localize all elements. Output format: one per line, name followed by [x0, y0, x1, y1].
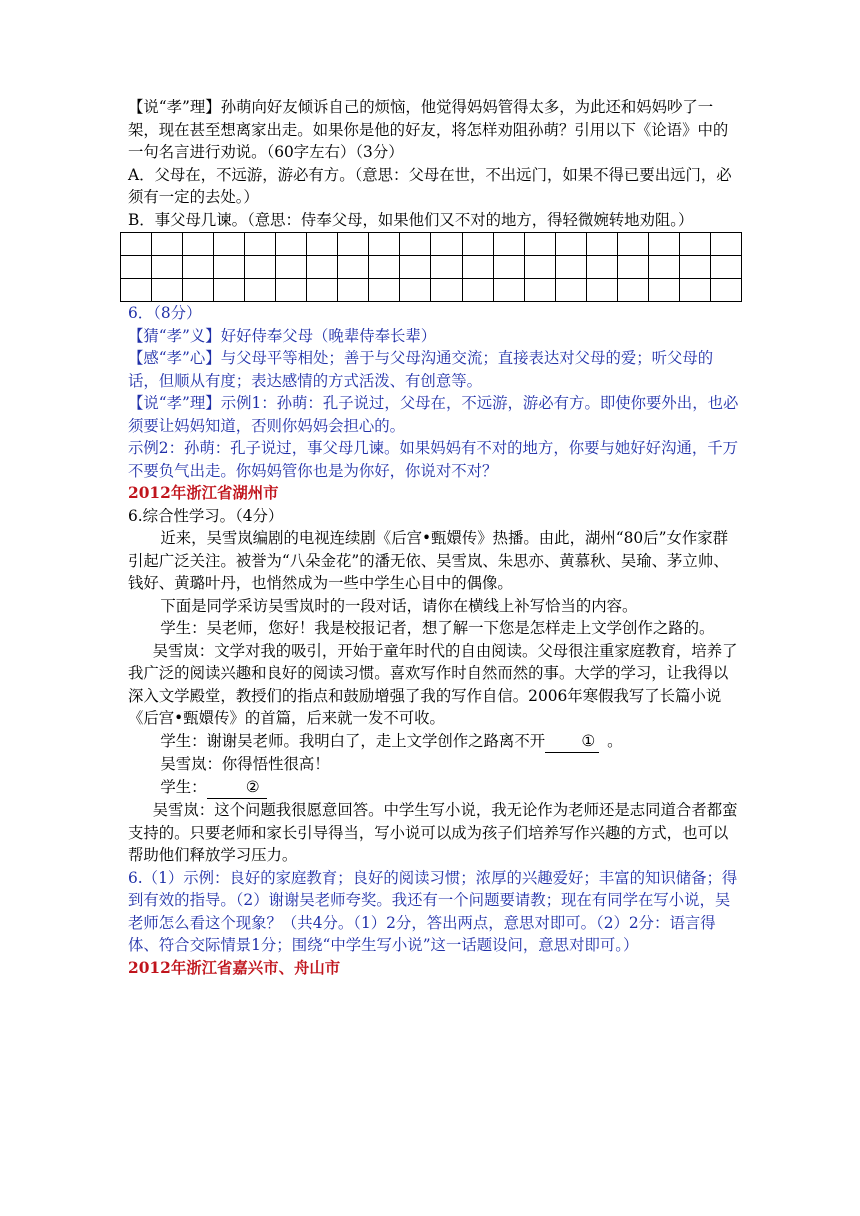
grid-cell	[307, 233, 338, 256]
dialogue-wu-1: 吴雪岚：文学对我的吸引，开始于童年时代的自由阅读。父母很注重家庭教育，培养了我广泛的阅读兴趣和良好的阅读习惯。喜欢写作时自然而然的事。大学的学习，让我得以深入文学殿堂，教授们的指点和鼓励增强了我的写作自信。2006年寒假我写了长篇小说《后宫•甄嬛传》的首篇，后来就一发不可收。	[128, 641, 738, 727]
grid-cell	[369, 279, 400, 302]
option-b: B．事父母几谏。（意思：侍奉父母，如果他们又不对的地方，得轻微婉转地劝阻。）	[128, 210, 694, 229]
grid-cell	[307, 279, 338, 302]
grid-cell	[307, 256, 338, 279]
option-a: A．父母在，不远游，游必有方。（意思：父母在世，不出远门，如果不得已要出远门，必须有一定的去处。）	[128, 165, 732, 206]
grid-cell	[152, 233, 183, 256]
question-header: 6.综合性学习。（4分）	[128, 506, 284, 525]
grid-cell	[617, 233, 648, 256]
grid-cell	[462, 256, 493, 279]
grid-cell	[586, 233, 617, 256]
dialogue-student-1: 学生：吴老师，您好！我是校报记者，想了解一下您是怎样走上文学创作之路的。	[160, 619, 715, 637]
grid-cell	[648, 256, 679, 279]
answer-feel-xiao: 【感“孝”心】与父母平等相处；善于与父母沟通交流；直接表达对父母的爱；听父母的话，但顺从有度；表达感情的方式活泼、有创意等。	[128, 349, 714, 390]
grid-cell	[586, 279, 617, 302]
grid-cell	[369, 256, 400, 279]
grid-cell	[493, 233, 524, 256]
grid-cell	[431, 279, 462, 302]
grid-cell	[400, 256, 431, 279]
grid-cell	[369, 233, 400, 256]
passage-instruction: 下面是同学采访吴雪岚时的一段对话，请你在横线上补写恰当的内容。	[160, 596, 638, 615]
grid-cell	[617, 256, 648, 279]
grid-cell	[276, 233, 307, 256]
grid-cell	[462, 279, 493, 302]
grid-cell	[338, 256, 369, 279]
grid-cell	[555, 256, 586, 279]
document-page	[128, 96, 740, 979]
dialogue-student-3: 学生： ②	[128, 776, 740, 800]
grid-cell	[400, 233, 431, 256]
grid-cell	[152, 279, 183, 302]
grid-cell	[431, 256, 462, 279]
grid-cell	[679, 256, 710, 279]
grid-cell	[152, 256, 183, 279]
grid-cell	[555, 233, 586, 256]
grid-row	[121, 233, 742, 256]
grid-cell	[524, 256, 555, 279]
grid-cell	[338, 233, 369, 256]
passage-intro: 近来，吴雪岚编剧的电视连续剧《后宫•甄嬛传》热播。由此，湖州“80后”女作家群引起广泛关注。被誉为“八朵金花”的潘无依、吴雪岚、朱思亦、黄慕秋、吴瑜、茅立帅、钱好、黄璐叶丹，也悄然成为一些中学生心目中的偶像。	[128, 529, 729, 592]
section-heading-huzhou: 2012年浙江省湖州市	[128, 484, 279, 502]
grid-cell	[679, 279, 710, 302]
grid-cell	[121, 256, 152, 279]
answer-example-2: 示例2：孙萌：孔子说过，事父母几谏。如果妈妈有不对的地方，你要与她好好沟通，千万不要负气出走。你妈妈管你也是为你好，你说对不对？	[128, 439, 739, 480]
grid-cell	[245, 233, 276, 256]
grid-cell	[431, 233, 462, 256]
dialogue-student-2: 学生：谢谢吴老师。我明白了，走上文学创作之路离不开 ① 。	[128, 730, 740, 754]
grid-cell	[462, 233, 493, 256]
grid-cell	[710, 233, 741, 256]
grid-cell	[276, 279, 307, 302]
grid-cell	[183, 233, 214, 256]
answer-guess-xiao: 【猜“孝”义】好好侍奉父母（晚辈侍奉长辈）	[128, 326, 437, 345]
grid-cell	[245, 279, 276, 302]
grid-cell	[555, 279, 586, 302]
grid-cell	[493, 279, 524, 302]
answer-header: 6．（8分）	[128, 304, 202, 322]
grid-cell	[648, 233, 679, 256]
grid-cell	[648, 279, 679, 302]
answer-question-6: 6.（1）示例：良好的家庭教育；良好的阅读习惯；浓厚的兴趣爱好；丰富的知识储备；得到有效的指导。（2）谢谢吴老师夸奖。我还有一个问题要请教；现在有同学在写小说，吴老师怎么看这个现象？（共4分。（1）2分，答出两点，意思对即可。（2）2分：语言得体、符合交际情景1分；围绕“中学生写小说”这一话题设问，意思对即可。）	[128, 868, 738, 954]
grid-cell	[400, 279, 431, 302]
grid-cell	[338, 279, 369, 302]
blank-2: ②	[207, 776, 267, 800]
grid-cell	[214, 279, 245, 302]
grid-cell	[493, 256, 524, 279]
grid-cell	[679, 233, 710, 256]
grid-cell	[183, 279, 214, 302]
grid-cell	[121, 279, 152, 302]
grid-cell	[524, 279, 555, 302]
grid-row	[121, 279, 742, 302]
grid-cell	[524, 233, 555, 256]
dialogue-wu-3: 吴雪岚：这个问题我很愿意回答。中学生写小说，我无论作为老师还是志同道合者都蛮支持的。只要老师和家长引导得当，写小说可以成为孩子们培养写作兴趣的方式，也可以帮助他们释放学习压力。	[128, 801, 738, 864]
grid-cell	[710, 279, 741, 302]
grid-cell	[245, 256, 276, 279]
grid-cell	[121, 233, 152, 256]
grid-cell	[617, 279, 648, 302]
answer-example-1: 【说“孝”理】示例1：孙萌：孔子说过，父母在，不远游，游必有方。即使你要外出，也必须要让妈妈知道，否则你妈妈会担心的。	[128, 394, 739, 435]
blank-1: ①	[545, 730, 599, 754]
grid-cell	[710, 256, 741, 279]
question-persuade-sun-meng: 【说“孝”理】孙萌向好友倾诉自己的烦恼，他觉得妈妈管得太多，为此还和妈妈吵了一架，现在甚至想离家出走。如果你是他的好友，将怎样劝阻孙萌？引用以下《论语》中的一句名言进行劝说。（60字左右）（3分）	[128, 98, 729, 161]
answer-grid	[120, 232, 742, 302]
grid-cell	[276, 256, 307, 279]
grid-cell	[183, 256, 214, 279]
grid-row	[121, 256, 742, 279]
grid-cell	[586, 256, 617, 279]
section-heading-jiaxing: 2012年浙江省嘉兴市、舟山市	[128, 958, 341, 977]
grid-cell	[214, 233, 245, 256]
grid-cell	[214, 256, 245, 279]
dialogue-wu-2: 吴雪岚：你得悟性很高！	[160, 755, 330, 773]
